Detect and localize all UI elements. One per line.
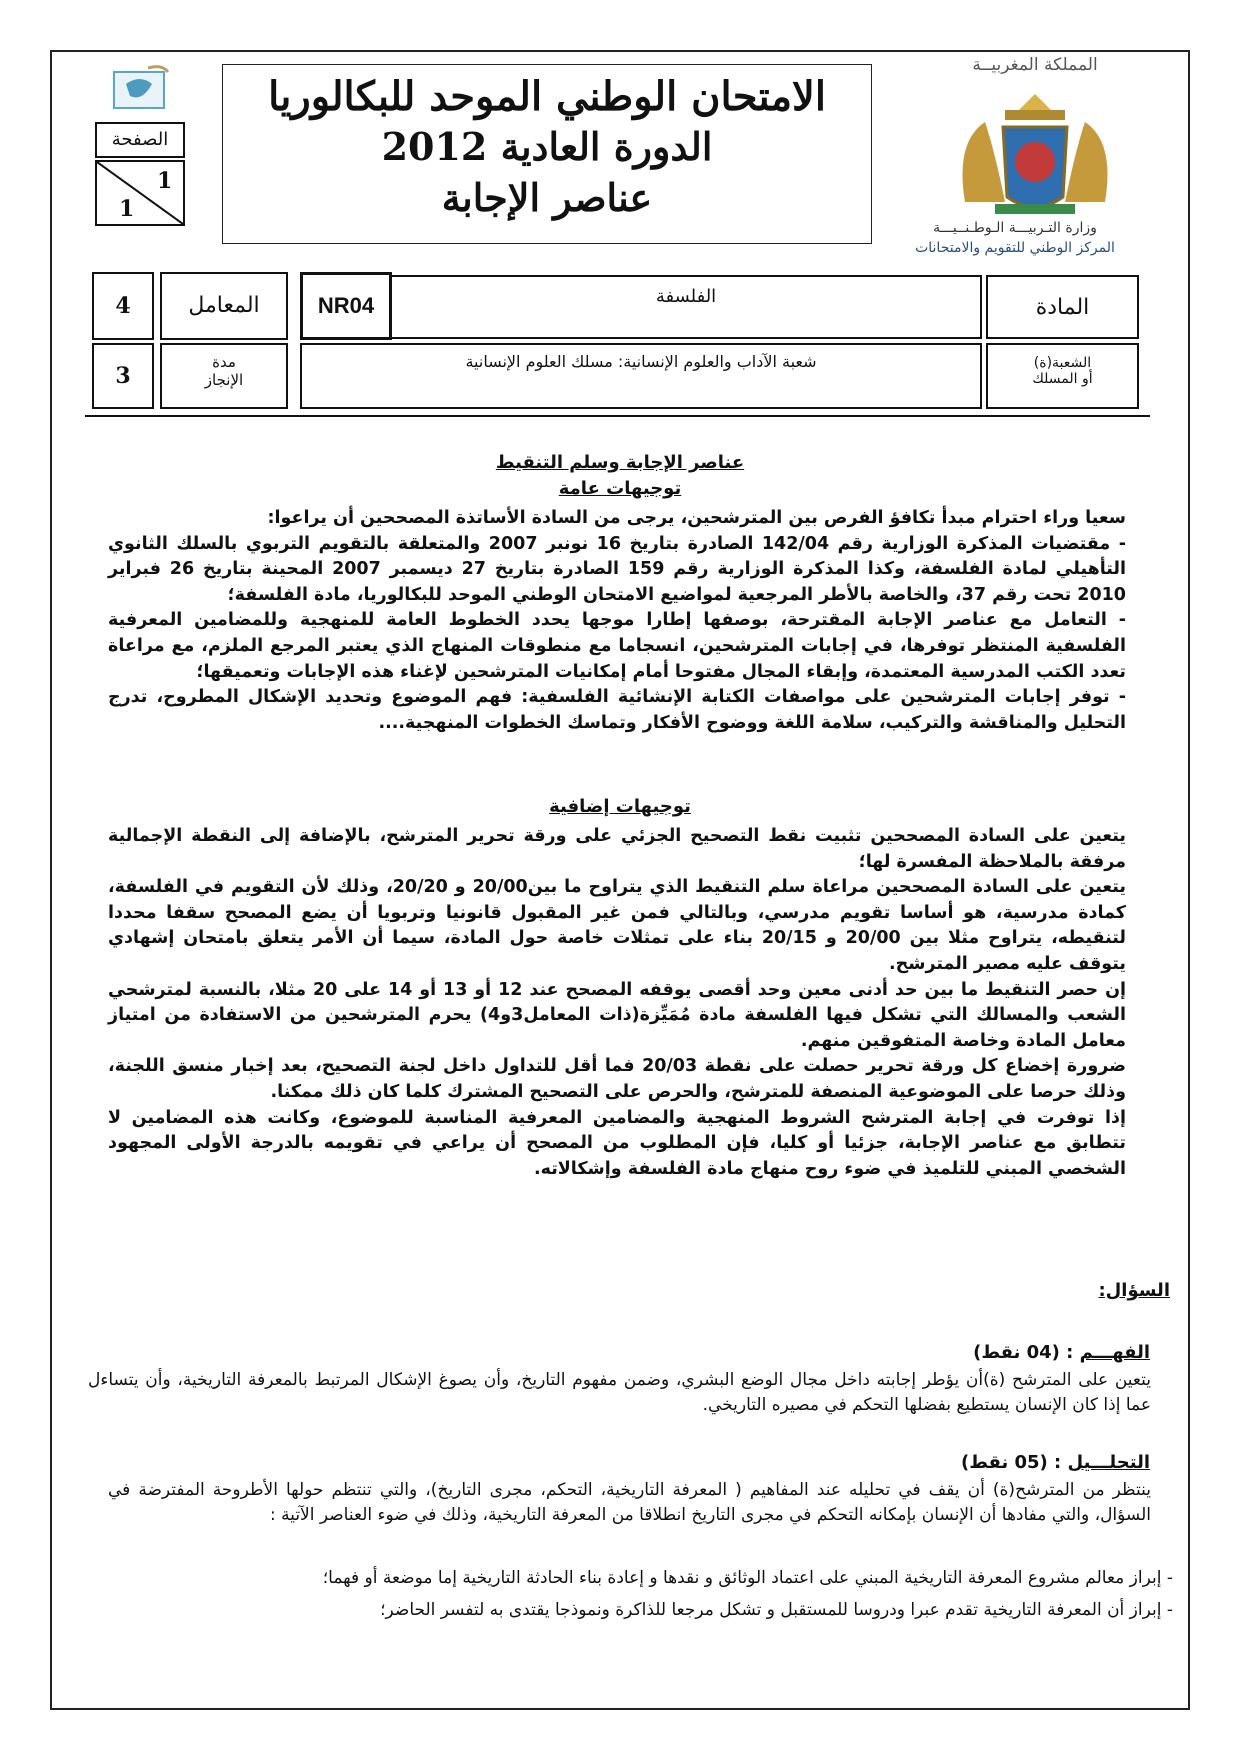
- duration-label-2: الإنجاز: [204, 371, 244, 389]
- exam-title-box: [222, 64, 872, 244]
- page-label: الصفحة: [95, 122, 185, 158]
- coefficient-label: المعامل: [188, 293, 260, 318]
- guidance-intro: سعيا وراء احترام مبدأ تكافؤ الفرص بين المترشحين، يرجى من السادة الأساتذة المصححين أن يراعوا:: [267, 508, 1126, 528]
- exam-title: الامتحان الوطني الموحد للبكالوريا: [268, 73, 826, 120]
- analysis-bullet-2: - إبراز أن المعرفة التاريخية تقدم عبرا ودروسا للمستقبل و تشكل مرجعا للذاكرة ونموذجا يقتدى به لتفسر الحاضر؛: [380, 1600, 1173, 1620]
- ministry-name: وزارة التـربيـــة الـوطـنــيـــة: [933, 220, 1097, 236]
- branch-label-cell: [986, 343, 1139, 409]
- branch-label-1: الشعبة(ة): [1033, 355, 1092, 371]
- exam-center-logo: [112, 62, 172, 112]
- additional-guidance-body: [108, 824, 1126, 1182]
- analysis-points: : (05 نقط): [961, 1452, 1062, 1473]
- duration-label-cell: [160, 343, 288, 409]
- main-section-title: عناصر الإجابة وسلم التنقيط: [495, 452, 745, 473]
- exam-code: NR04: [317, 293, 375, 318]
- guidance-item-1: - مقتضيات المذكرة الوزارية رقم 142/04 الصادرة بتاريخ 16 نونبر 2007 والمتعلقة بالتقويم التربوي بالسلك الثانوي التأهيلي لمادة الفلسفة، وكذا المذكرة الوزارية رقم 159 الصادرة بتاريخ 27 ديسمبر 2007 المحينة بتاريخ 26 فبراير 2010 تحت رقم 37، والخاصة بالأطر المرجعية لمواضيع الامتحان الوطني الموحد للبكالوريا، مادة الفلسفة؛: [108, 533, 1127, 605]
- comprehension-points: : (04 نقط): [973, 1342, 1074, 1363]
- guidance-item-2: - التعامل مع عناصر الإجابة المقترحة، بوصفها إطارا موجها يحدد الخطوط العامة للمنهجية وللمضامين المعرفية الفلسفية المنتظر توفرها، في إجابات المترشحين، انسجاما مع منطوقات المنهاج الذي يعتبر المرجع الملزم، مع مراعاة تعدد الكتب المدرسية المعتمدة، وإبقاء المجال مفتوحا أمام إمكانيات المترشحين لإغناء هذه الإجابات وتعميقها؛: [108, 610, 1126, 682]
- general-guidance-body: [108, 506, 1126, 736]
- ministry-label: [890, 218, 1140, 258]
- exam-code-cell: [300, 272, 392, 340]
- analysis-heading: [880, 1452, 1150, 1473]
- comprehension-title: الفهـــم: [1079, 1342, 1150, 1363]
- page-current: 1: [157, 168, 173, 194]
- general-guidance-title: توجيهات عامة: [558, 478, 682, 499]
- additional-item-4: ضرورة إخضاع كل ورقة تحرير حصلت على نقطة 20/03 فما أقل للتداول داخل لجنة التصحيح، بعد إخبار منسق اللجنة، وذلك حرصا على الموضوعية المنصفة للمترشح، والحرص على التصحيح المشترك كلما كان ذلك ممكنا.: [108, 1056, 1126, 1102]
- branch-label-2: أو المسلك: [1032, 371, 1093, 387]
- branch-value-cell: [300, 343, 982, 409]
- comprehension-text: يتعين على المترشح (ة)أن يؤطر إجابته داخل مجال الوضع البشري، وضمن مفهوم التاريخ، وأن يصوغ الإشكال المرتبط بالمعرفة التاريخية، وأن يتساءل عما إذا كان الإنسان يستطيع بفضلها التحكم في مصيره التاريخي.: [88, 1370, 1151, 1415]
- subject-label: المادة: [1035, 295, 1090, 320]
- subject-label-cell: [986, 275, 1139, 339]
- additional-guidance-title: توجيهات إضافية: [549, 796, 691, 817]
- coefficient-value: 4: [115, 293, 131, 319]
- answer-elements-title: عناصر الإجابة: [441, 175, 653, 220]
- exam-session: الدورة العادية 2012: [381, 124, 713, 169]
- question-title: السؤال:: [1098, 1280, 1170, 1301]
- coefficient-label-cell: [160, 272, 288, 340]
- comprehension-heading: [880, 1342, 1150, 1363]
- branch-value: شعبة الآداب والعلوم الإنسانية: مسلك العلوم الإنسانية: [465, 352, 817, 371]
- page-fraction: [95, 160, 185, 226]
- subject-value-cell: [390, 275, 982, 339]
- analysis-bullet-1: - إبراز معالم مشروع المعرفة التاريخية المبني على اعتماد الوثائق و نقدها و إعادة بناء الحادثة التاريخية إما موضعة أو فهما؛: [322, 1568, 1173, 1588]
- duration-value-cell: [92, 343, 154, 409]
- additional-item-5: إذا توفرت في إجابة المترشح الشروط المنهجية والمضامين المعرفية المناسبة للموضوع، وكانت هذه المضامين لا تتطابق مع عناصر الإجابة، جزئيا أو كليا، فإن المطلوب من المصحح أن يراعي في تقويمه بالدرجة الأولى المجهود الشخصي المبني للتلميذ في ضوء روح منهاج مادة الفلسفة وإشكالاته.: [108, 1107, 1126, 1179]
- duration-label-1: مدة: [212, 353, 236, 371]
- duration-value: 3: [115, 363, 131, 389]
- page-total: 1: [119, 196, 135, 222]
- header-divider: [85, 415, 1150, 417]
- analysis-text: ينتظر من المترشح(ة) أن يقف في تحليله عند المفاهيم ( المعرفة التاريخية، التحكم، مجرى التاريخ)، والتي تنتظم حولها الأطروحة المفترضة في السؤال، والتي مفادها أن الإنسان بإمكانه التحكم في مجرى التاريخ انطلاقا من المعرفة التاريخية، وذلك في ضوء العناصر الآتية :: [108, 1480, 1151, 1525]
- page-number-box: [95, 122, 185, 226]
- additional-item-2: يتعين على السادة المصححين مراعاة سلم التنقيط الذي يتراوح ما بين20/00 و 20/20، وذلك لأن التقويم في الفلسفة، كمادة مدرسية، هو أساسا تقويم مدرسي، وبالتالي فمن غير المقبول قانونيا وتربويا أن يضع المصحح سقفا محددا لتنقيطه، يتراوح مثلا بين 20/00 و 20/15 بناء على تمثلات خاصة حول المادة، سيما أن الأمر يتعلق بامتحان إشهادي يتوقف عليه مصير المترشح.: [108, 877, 1126, 974]
- subject-value: الفلسفة: [655, 286, 717, 307]
- royal-emblem-icon: [945, 82, 1125, 232]
- kingdom-label: المملكة المغربيــة: [972, 55, 1098, 75]
- coefficient-value-cell: [92, 272, 154, 340]
- center-name: المركز الوطني للتقويم والامتحانات: [915, 240, 1115, 256]
- guidance-item-3: - توفر إجابات المترشحين على مواصفات الكتابة الإنشائية الفلسفية: فهم الموضوع وتحديد الإشكال المطروح، تدرج التحليل والمناقشة والتركيب، سلامة اللغة ووضوح الأفكار وتماسك الخطوات المنهجية....: [108, 687, 1126, 733]
- analysis-title: التحلـــيل: [1067, 1452, 1150, 1473]
- additional-item-1: يتعين على السادة المصححين تثبيت نقط التصحيح الجزئي على ورقة تحرير المترشح، بالإضافة إلى النقطة الإجمالية مرفقة بالملاحظة المفسرة لها؛: [108, 826, 1126, 872]
- additional-item-3: إن حصر التنقيط ما بين حد أدنى معين وحد أقصى يوقفه المصحح عند 12 أو 13 أو 14 على 20 مثلا، بالنسبة لمترشحي الشعب والمسالك التي تشكل فيها الفلسفة مادة مُمَيِّزة(ذات المعامل3و4) يحرم المترشحين من الاستفادة من امتياز معامل المادة وخاصة المتفوقين منهم.: [108, 979, 1127, 1051]
